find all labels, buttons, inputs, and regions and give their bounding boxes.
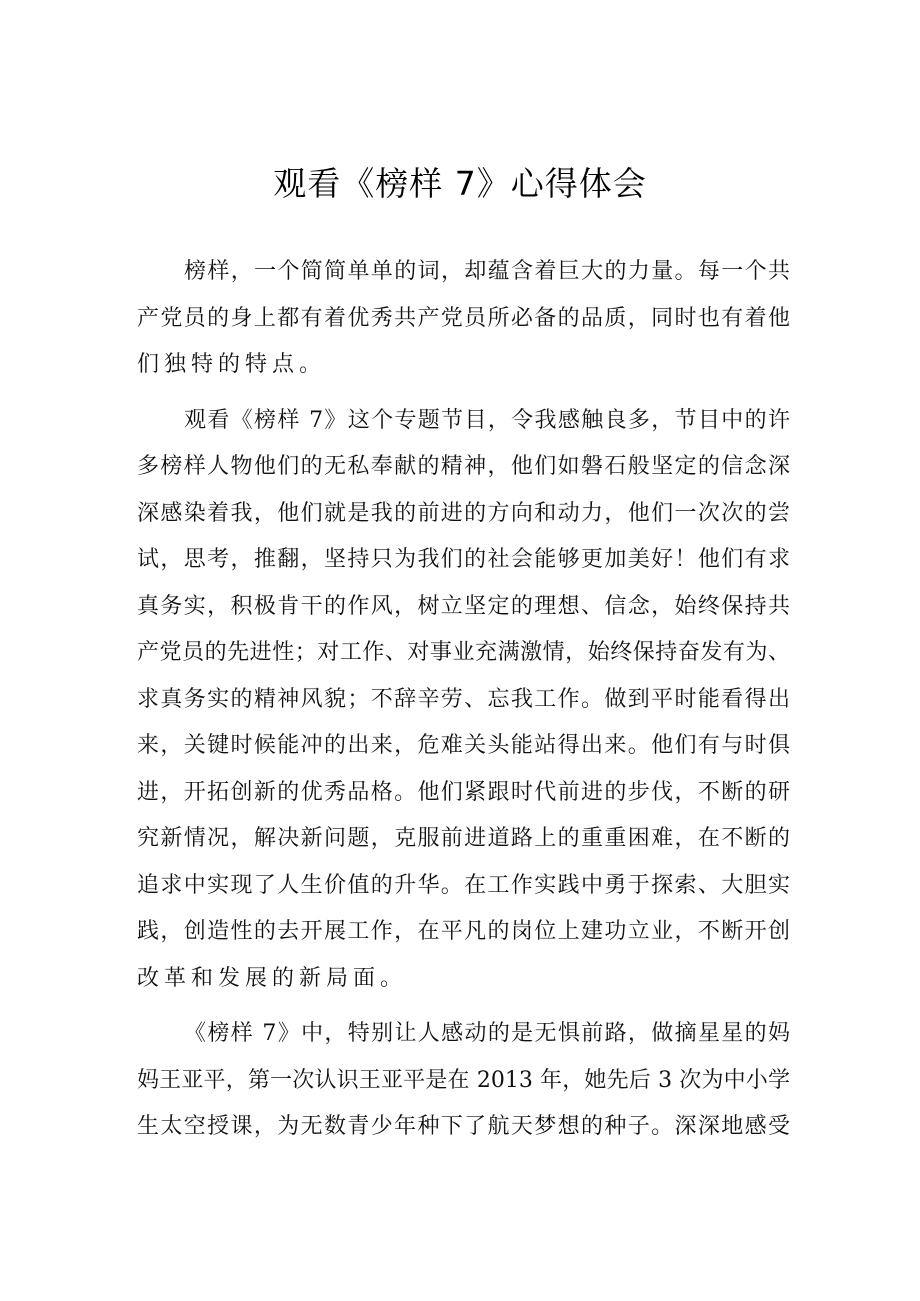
text-line: 观看《榜样 7》这个专题节目，令我感触良多，节目中的许 [184, 407, 790, 433]
text-line: 求真务实的精神风貌；不辞辛劳、忘我工作。做到平时能看得出 [137, 686, 790, 712]
text-line: 试，思考，推翻，坚持只为我们的社会能够更加美好！他们有求 [137, 547, 790, 572]
text-line: 深感染着我，他们就是我的前进的方向和动力，他们一次次的尝 [137, 500, 790, 526]
text-line: 来，关键时候能冲的出来，危难关头能站得出来。他们有与时俱 [137, 733, 790, 758]
text-line: 究新情况，解决新问题，克服前进道路上的重重困难，在不断的 [137, 826, 790, 851]
text-line: 多榜样人物他们的无私奉献的精神，他们如磐石般坚定的信念深 [137, 454, 790, 479]
paragraph [137, 1014, 790, 1154]
text-line: 妈王亚平，第一次认识王亚平是在 2013 年，她先后 3 次为中小学 [137, 1067, 790, 1093]
text-line: 《榜样 7》中，特别让人感动的是无惧前路，做摘星星的妈 [184, 1021, 790, 1046]
text-line: 践，创造性的去开展工作，在平凡的岗位上建功立业，不断开创 [137, 919, 790, 944]
text-line: 进，开拓创新的优秀品格。他们紧跟时代前进的步伐，不断的研 [137, 779, 790, 805]
paragraph [137, 252, 790, 392]
text-line: 产党员的先进性；对工作、对事业充满激情，始终保持奋发有为、 [137, 640, 790, 665]
paragraph [137, 401, 790, 1006]
text-line: 真务实，积极肯干的作风，树立坚定的理想、信念，始终保持共 [137, 593, 790, 619]
text-line: 们独特的特点。 [137, 352, 327, 377]
text-line: 追求中实现了人生价值的升华。在工作实践中勇于探索、大胆实 [137, 872, 790, 898]
document-body [137, 252, 790, 1163]
document-title: 观看《榜样 7》心得体会 [273, 164, 647, 203]
text-line: 改革和发展的新局面。 [137, 965, 408, 991]
text-line: 生太空授课，为无数青少年种下了航天梦想的种子。深深地感受 [137, 1114, 790, 1139]
text-line: 榜样，一个简简单单的词，却蕴含着巨大的力量。每一个共 [184, 259, 790, 284]
text-line: 产党员的身上都有着优秀共产党员所必备的品质，同时也有着他 [137, 305, 790, 331]
